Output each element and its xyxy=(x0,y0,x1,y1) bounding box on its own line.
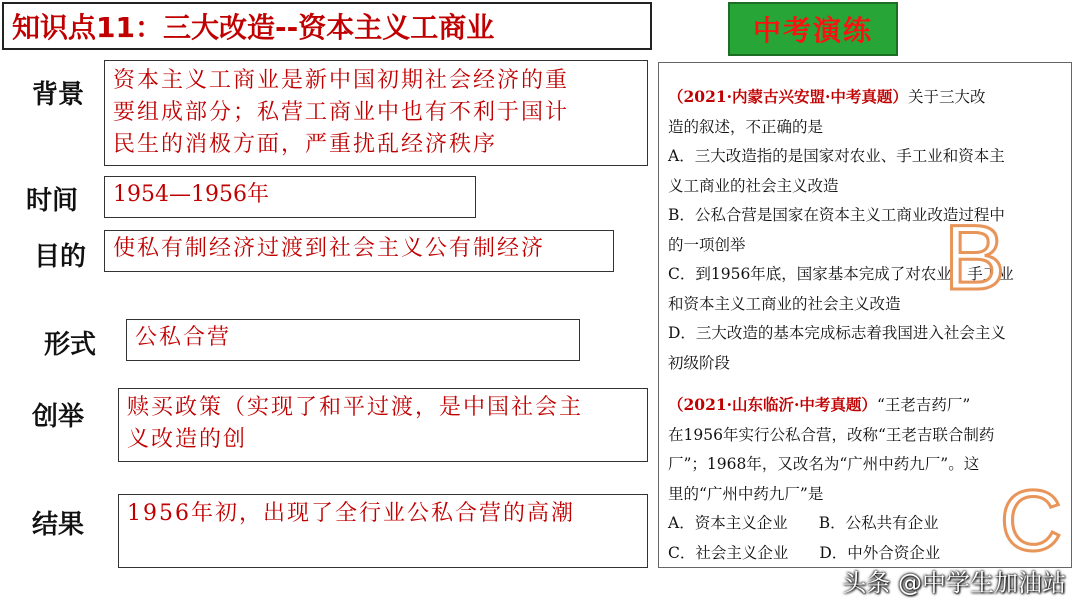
question-1-option-d[interactable]: D．三大改造的基本完成标志着我国进入社会主义 xyxy=(668,324,1006,342)
label-form: 形式 xyxy=(44,330,97,360)
page-title: 知识点11：三大改造--资本主义工商业 xyxy=(12,11,495,44)
time-box xyxy=(104,176,476,218)
question-1-option-a[interactable]: A．三大改造指的是国家对农业、手工业和资本主 xyxy=(668,147,1005,165)
question-2-source: （2021·山东临沂·中考真题） xyxy=(668,395,877,414)
question-2-stem-line: 里的“广州中药九厂”是 xyxy=(668,484,824,503)
exam-practice-badge: 中考演练 xyxy=(728,2,898,56)
question-1-source: （2021·内蒙古兴安盟·中考真题） xyxy=(668,87,908,106)
question-2-stem: “王老吉药厂” xyxy=(876,396,971,414)
question-2-answer: C xyxy=(1000,473,1063,569)
label-purpose: 目的 xyxy=(34,242,87,272)
question-1 xyxy=(668,82,1068,378)
background-line: 要组成部分；私营工商业中也有不利于国计 xyxy=(113,100,570,125)
question-2-options-ab[interactable]: A．资本主义企业 B．公私共有企业 xyxy=(668,514,939,532)
background-line: 民生的消极方面，严重扰乱经济秩序 xyxy=(113,132,498,157)
label-background: 背景 xyxy=(32,80,85,110)
question-1-option-c[interactable]: C．到1956年底，国家基本完成了对农业、手工业 xyxy=(668,265,1014,283)
innovation-box xyxy=(118,388,648,462)
result-value: 1956年初，出现了全行业公私合营的高潮 xyxy=(127,501,575,526)
time-value: 1954—1956年 xyxy=(113,182,269,207)
question-2-stem-line: 在1956年实行公私合营，改称“王老吉联合制药 xyxy=(668,425,995,444)
innovation-line: 义改造的创 xyxy=(127,427,248,452)
question-1-stem: 关于三大改 xyxy=(907,88,986,106)
question-1-answer: B xyxy=(944,207,1006,309)
purpose-value: 使私有制经济过渡到社会主义公有制经济 xyxy=(113,236,546,261)
innovation-line: 赎买政策（实现了和平过渡，是中国社会主 xyxy=(127,395,584,420)
label-innovation: 创举 xyxy=(32,402,85,432)
question-2-stem-line: 厂”；1968年，又改名为“广州中药九厂”。这 xyxy=(668,455,980,473)
background-line: 资本主义工商业是新中国初期社会经济的重 xyxy=(113,68,570,93)
watermark: 头条 @中学生加油站 xyxy=(842,569,1066,597)
question-1-option-a-cont: 义工商业的社会主义改造 xyxy=(668,176,839,195)
question-1-option-b[interactable]: B．公私合营是国家在资本主义工商业改造过程中 xyxy=(668,206,1005,224)
label-time: 时间 xyxy=(26,186,79,216)
form-value: 公私合营 xyxy=(135,325,232,350)
question-1-option-d-cont: 初级阶段 xyxy=(668,353,731,372)
result-box xyxy=(118,494,648,568)
question-1-option-c-cont: 和资本主义工商业的社会主义改造 xyxy=(668,294,901,313)
form-box xyxy=(126,319,580,361)
background-box xyxy=(104,60,648,166)
question-1-stem-line: 造的叙述，不正确的是 xyxy=(668,117,824,136)
question-1-option-b-cont: 的一项创举 xyxy=(668,235,746,254)
label-result: 结果 xyxy=(32,510,85,540)
purpose-box xyxy=(104,230,614,272)
question-2-options-cd[interactable]: C．社会主义企业 D．中外合资企业 xyxy=(668,543,941,562)
